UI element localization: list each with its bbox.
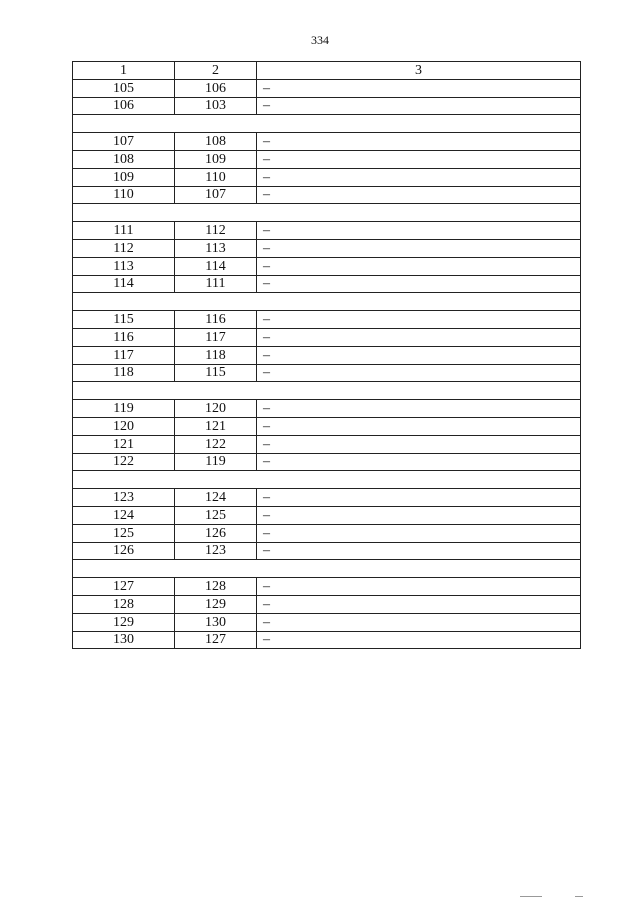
cell-col-2: 127 xyxy=(175,631,257,649)
cell-col-1: 125 xyxy=(73,524,175,542)
group-separator-row xyxy=(73,115,581,133)
cell-col-2: 108 xyxy=(175,133,257,151)
separator-cell xyxy=(73,471,581,489)
table-row xyxy=(73,542,581,560)
cell-col-1: 119 xyxy=(73,400,175,418)
cell-col-1: 126 xyxy=(73,542,175,560)
cell-col-2: 121 xyxy=(175,417,257,435)
table-row xyxy=(73,364,581,382)
cell-col-1: 124 xyxy=(73,506,175,524)
cell-col-1: 122 xyxy=(73,453,175,471)
cell-col-1: 105 xyxy=(73,79,175,97)
cell-col-1: 121 xyxy=(73,435,175,453)
table-row xyxy=(73,613,581,631)
cell-col-2: 119 xyxy=(175,453,257,471)
cell-col-2: 116 xyxy=(175,311,257,329)
group-separator-row xyxy=(73,560,581,578)
cell-col-1: 112 xyxy=(73,239,175,257)
cell-col-1: 117 xyxy=(73,346,175,364)
table-row xyxy=(73,186,581,204)
cell-col-1: 120 xyxy=(73,417,175,435)
cell-col-2: 103 xyxy=(175,97,257,115)
table-row xyxy=(73,328,581,346)
cell-col-2: 112 xyxy=(175,222,257,240)
table-body xyxy=(73,62,581,649)
cell-col-3: – xyxy=(257,222,581,240)
group-separator-row xyxy=(73,471,581,489)
cell-col-2: 114 xyxy=(175,257,257,275)
separator-cell xyxy=(73,293,581,311)
table-row xyxy=(73,97,581,115)
table-row xyxy=(73,311,581,329)
cell-col-3: – xyxy=(257,97,581,115)
table-row xyxy=(73,346,581,364)
table-row xyxy=(73,257,581,275)
cell-col-3: – xyxy=(257,506,581,524)
cell-col-3: – xyxy=(257,631,581,649)
separator-cell xyxy=(73,115,581,133)
data-table xyxy=(72,61,581,649)
table-row xyxy=(73,417,581,435)
cell-col-3: – xyxy=(257,364,581,382)
cell-col-2: 115 xyxy=(175,364,257,382)
table-row xyxy=(73,453,581,471)
separator-cell xyxy=(73,560,581,578)
column-header-3: 3 xyxy=(257,62,581,80)
table-header-row xyxy=(73,62,581,80)
table-row xyxy=(73,435,581,453)
cell-col-2: 109 xyxy=(175,150,257,168)
cell-col-3: – xyxy=(257,133,581,151)
cell-col-1: 127 xyxy=(73,578,175,596)
cell-col-2: 122 xyxy=(175,435,257,453)
table-row xyxy=(73,524,581,542)
cell-col-2: 110 xyxy=(175,168,257,186)
cell-col-3: – xyxy=(257,435,581,453)
cell-col-3: – xyxy=(257,186,581,204)
cell-col-3: – xyxy=(257,79,581,97)
table-row xyxy=(73,150,581,168)
cell-col-1: 118 xyxy=(73,364,175,382)
cell-col-1: 106 xyxy=(73,97,175,115)
cell-col-3: – xyxy=(257,275,581,293)
separator-cell xyxy=(73,382,581,400)
column-header-2: 2 xyxy=(175,62,257,80)
cell-col-1: 115 xyxy=(73,311,175,329)
cell-col-1: 116 xyxy=(73,328,175,346)
group-separator-row xyxy=(73,382,581,400)
cell-col-3: – xyxy=(257,168,581,186)
cell-col-1: 129 xyxy=(73,613,175,631)
cell-col-2: 113 xyxy=(175,239,257,257)
cell-col-2: 126 xyxy=(175,524,257,542)
cell-col-3: – xyxy=(257,595,581,613)
table-row xyxy=(73,631,581,649)
table-row xyxy=(73,578,581,596)
cell-col-3: – xyxy=(257,542,581,560)
separator-cell xyxy=(73,204,581,222)
table-row xyxy=(73,595,581,613)
table-row xyxy=(73,222,581,240)
scan-mark xyxy=(575,896,583,897)
cell-col-1: 113 xyxy=(73,257,175,275)
cell-col-2: 106 xyxy=(175,79,257,97)
column-header-1: 1 xyxy=(73,62,175,80)
cell-col-1: 110 xyxy=(73,186,175,204)
cell-col-2: 111 xyxy=(175,275,257,293)
table-row xyxy=(73,168,581,186)
cell-col-2: 107 xyxy=(175,186,257,204)
cell-col-1: 123 xyxy=(73,489,175,507)
table-row xyxy=(73,489,581,507)
cell-col-1: 107 xyxy=(73,133,175,151)
page-number: 334 xyxy=(311,33,329,47)
cell-col-3: – xyxy=(257,489,581,507)
cell-col-1: 109 xyxy=(73,168,175,186)
cell-col-3: – xyxy=(257,311,581,329)
scan-mark xyxy=(520,896,542,897)
group-separator-row xyxy=(73,204,581,222)
table-row xyxy=(73,506,581,524)
cell-col-1: 128 xyxy=(73,595,175,613)
cell-col-3: – xyxy=(257,578,581,596)
cell-col-2: 130 xyxy=(175,613,257,631)
table-row xyxy=(73,275,581,293)
cell-col-2: 124 xyxy=(175,489,257,507)
cell-col-1: 114 xyxy=(73,275,175,293)
cell-col-3: – xyxy=(257,257,581,275)
cell-col-1: 108 xyxy=(73,150,175,168)
cell-col-3: – xyxy=(257,400,581,418)
cell-col-2: 117 xyxy=(175,328,257,346)
table-row xyxy=(73,400,581,418)
cell-col-2: 125 xyxy=(175,506,257,524)
cell-col-3: – xyxy=(257,239,581,257)
cell-col-3: – xyxy=(257,150,581,168)
cell-col-3: – xyxy=(257,524,581,542)
cell-col-2: 123 xyxy=(175,542,257,560)
table-row xyxy=(73,133,581,151)
cell-col-3: – xyxy=(257,417,581,435)
cell-col-2: 118 xyxy=(175,346,257,364)
cell-col-2: 128 xyxy=(175,578,257,596)
cell-col-2: 129 xyxy=(175,595,257,613)
table-row xyxy=(73,239,581,257)
cell-col-3: – xyxy=(257,346,581,364)
cell-col-3: – xyxy=(257,328,581,346)
group-separator-row xyxy=(73,293,581,311)
cell-col-2: 120 xyxy=(175,400,257,418)
cell-col-1: 130 xyxy=(73,631,175,649)
cell-col-1: 111 xyxy=(73,222,175,240)
cell-col-3: – xyxy=(257,613,581,631)
cell-col-3: – xyxy=(257,453,581,471)
table-row xyxy=(73,79,581,97)
